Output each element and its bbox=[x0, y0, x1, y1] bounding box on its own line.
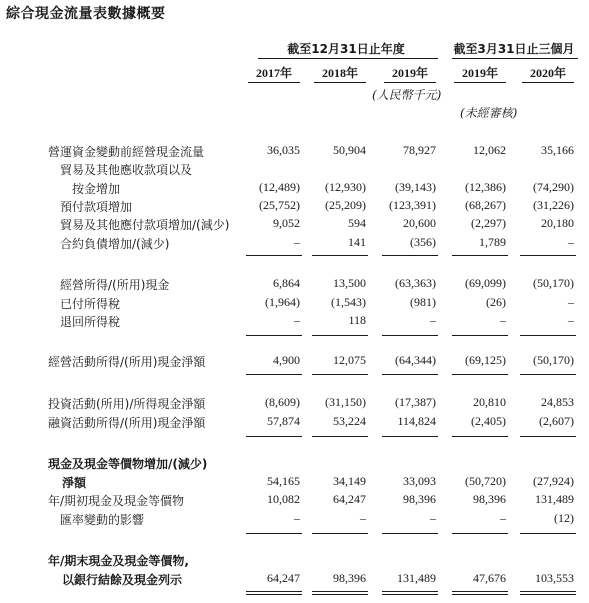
header-group-full-year: 截至12月31日止年度 bbox=[287, 42, 405, 56]
row-value: (63,363) bbox=[395, 276, 436, 290]
row-value: (17,387) bbox=[395, 395, 436, 409]
sum-rule bbox=[312, 533, 368, 534]
row-value: 131,489 bbox=[535, 492, 574, 506]
row-value: 50,904 bbox=[333, 143, 366, 157]
year-header-3: 2019年 bbox=[461, 66, 498, 80]
row-value: – bbox=[568, 295, 574, 309]
row-value: 98,396 bbox=[473, 492, 506, 506]
sum-rule bbox=[312, 436, 368, 437]
sum-rule bbox=[520, 255, 576, 256]
sum-rule bbox=[312, 374, 368, 375]
sum-rule bbox=[452, 374, 508, 375]
table-row bbox=[0, 180, 589, 196]
total-double-rule bbox=[452, 591, 508, 595]
sum-rule bbox=[382, 436, 438, 437]
row-value: – bbox=[360, 511, 366, 525]
table-row bbox=[0, 395, 589, 411]
row-value: 13,500 bbox=[333, 276, 366, 290]
row-value: (27,924) bbox=[533, 474, 574, 488]
unaudited-label: (未經審核) bbox=[460, 106, 518, 120]
year-header-0: 2017年 bbox=[255, 66, 292, 80]
row-value: 12,062 bbox=[473, 143, 506, 157]
table-row bbox=[0, 295, 589, 311]
row-value: (8,609) bbox=[265, 395, 300, 409]
row-label: 營運資金變動前經營現金流量 bbox=[48, 145, 205, 159]
row-value: 98,396 bbox=[333, 571, 366, 585]
table-row bbox=[0, 235, 589, 251]
sum-rule bbox=[520, 374, 576, 375]
row-value: (123,391) bbox=[389, 198, 436, 212]
sum-rule bbox=[246, 533, 302, 534]
row-value: (68,267) bbox=[465, 198, 506, 212]
row-label: 以銀行結餘及現金列示 bbox=[62, 573, 183, 587]
total-double-rule bbox=[520, 591, 576, 595]
row-value: 34,149 bbox=[333, 474, 366, 488]
row-label: 貿易及其他應付款項增加/(減少) bbox=[60, 218, 230, 232]
table-row bbox=[0, 216, 589, 232]
sum-rule bbox=[246, 335, 302, 336]
row-value: 103,553 bbox=[535, 571, 574, 585]
row-label: 現金及現金等價物增加/(減少) bbox=[48, 457, 208, 471]
row-label: 年/期末現金及現金等價物, bbox=[48, 554, 189, 568]
sum-rule bbox=[246, 255, 302, 256]
table-row bbox=[0, 414, 589, 430]
year-header-4: 2020年 bbox=[529, 66, 566, 80]
table-row bbox=[0, 492, 589, 508]
year-header-2: 2019年 bbox=[391, 66, 428, 80]
row-value: 57,874 bbox=[267, 414, 300, 428]
table-row bbox=[0, 198, 589, 214]
row-label: 預付款項增加 bbox=[60, 200, 133, 214]
row-value: 594 bbox=[348, 216, 366, 230]
row-value: (25,209) bbox=[325, 198, 366, 212]
sum-rule bbox=[520, 533, 576, 534]
row-value: 47,676 bbox=[473, 571, 506, 585]
unit-label: (人民幣千元) bbox=[372, 88, 442, 102]
row-label: 匯率變動的影響 bbox=[60, 513, 145, 527]
row-value: 20,810 bbox=[473, 395, 506, 409]
row-value: 4,900 bbox=[273, 353, 300, 367]
row-label: 經營所得/(所用)現金 bbox=[60, 278, 170, 292]
row-value: – bbox=[500, 313, 506, 327]
row-value: (12,930) bbox=[325, 180, 366, 194]
row-value: (25,752) bbox=[259, 198, 300, 212]
row-value: 64,247 bbox=[267, 571, 300, 585]
row-label: 投資活動(所用)/所得現金淨額 bbox=[48, 397, 206, 411]
sum-rule bbox=[452, 335, 508, 336]
row-value: (74,290) bbox=[533, 180, 574, 194]
row-value: – bbox=[430, 511, 436, 525]
table-row bbox=[0, 552, 589, 568]
row-value: (12,489) bbox=[259, 180, 300, 194]
row-value: (31,226) bbox=[533, 198, 574, 212]
table-row bbox=[0, 455, 589, 471]
table-row bbox=[0, 571, 589, 587]
header-group-full-year-rule bbox=[258, 58, 438, 59]
total-double-rule bbox=[246, 591, 302, 595]
sum-rule bbox=[382, 374, 438, 375]
year-header-rule-1 bbox=[314, 82, 366, 83]
sum-rule bbox=[452, 533, 508, 534]
row-value: 9,052 bbox=[273, 216, 300, 230]
row-value: (50,170) bbox=[533, 276, 574, 290]
row-value: 114,824 bbox=[397, 414, 436, 428]
row-value: – bbox=[430, 313, 436, 327]
row-value: (69,125) bbox=[465, 353, 506, 367]
sum-rule bbox=[246, 374, 302, 375]
row-label: 經營活動所得/(所用)現金淨額 bbox=[48, 355, 206, 369]
row-value: (31,150) bbox=[325, 395, 366, 409]
row-value: 10,082 bbox=[267, 492, 300, 506]
row-label: 退回所得稅 bbox=[60, 315, 121, 329]
row-label: 貿易及其他應收款項以及 bbox=[60, 163, 193, 177]
header-group-three-months: 截至3月31日止三個月 bbox=[453, 42, 575, 56]
row-value: 33,093 bbox=[403, 474, 436, 488]
sum-rule bbox=[520, 436, 576, 437]
row-value: (69,099) bbox=[465, 276, 506, 290]
row-value: 36,035 bbox=[267, 143, 300, 157]
row-value: (2,607) bbox=[539, 414, 574, 428]
row-value: (64,344) bbox=[395, 353, 436, 367]
row-value: 1,789 bbox=[479, 235, 506, 249]
row-value: 35,166 bbox=[541, 143, 574, 157]
row-value: 54,165 bbox=[267, 474, 300, 488]
row-value: 64,247 bbox=[333, 492, 366, 506]
row-value: – bbox=[294, 511, 300, 525]
row-value: 6,864 bbox=[273, 276, 300, 290]
row-label: 融資活動所得/(所用)現金淨額 bbox=[48, 416, 206, 430]
row-label: 已付所得稅 bbox=[60, 297, 121, 311]
row-value: 118 bbox=[348, 313, 366, 327]
row-value: (356) bbox=[410, 235, 436, 249]
row-value: (2,297) bbox=[471, 216, 506, 230]
sum-rule bbox=[520, 335, 576, 336]
header-group-three-months-rule bbox=[452, 58, 578, 59]
sum-rule bbox=[382, 255, 438, 256]
page-title: 綜合現金流量表數據概要 bbox=[6, 6, 166, 22]
table-row bbox=[0, 161, 589, 177]
row-value: 12,075 bbox=[333, 353, 366, 367]
row-value: – bbox=[500, 511, 506, 525]
table-row bbox=[0, 276, 589, 292]
row-value: 24,853 bbox=[541, 395, 574, 409]
row-value: 20,600 bbox=[403, 216, 436, 230]
row-label: 按金增加 bbox=[72, 182, 121, 196]
row-label: 淨額 bbox=[62, 476, 87, 490]
total-double-rule bbox=[382, 591, 438, 595]
table-row bbox=[0, 511, 589, 527]
total-double-rule bbox=[312, 591, 368, 595]
year-header-1: 2018年 bbox=[321, 66, 358, 80]
row-value: – bbox=[294, 313, 300, 327]
row-value: (50,720) bbox=[465, 474, 506, 488]
row-value: (50,170) bbox=[533, 353, 574, 367]
year-header-rule-4 bbox=[522, 82, 574, 83]
row-value: (12) bbox=[554, 511, 574, 525]
sum-rule bbox=[312, 255, 368, 256]
row-value: (1,543) bbox=[331, 295, 366, 309]
row-value: 20,180 bbox=[541, 216, 574, 230]
row-label: 合約負債增加/(減少) bbox=[60, 237, 170, 251]
row-value: 98,396 bbox=[403, 492, 436, 506]
row-value: – bbox=[568, 235, 574, 249]
sum-rule bbox=[312, 335, 368, 336]
table-row bbox=[0, 474, 589, 490]
year-header-rule-2 bbox=[384, 82, 436, 83]
row-value: (12,386) bbox=[465, 180, 506, 194]
table-row bbox=[0, 313, 589, 329]
sum-rule bbox=[382, 335, 438, 336]
row-value: – bbox=[294, 235, 300, 249]
sum-rule bbox=[452, 255, 508, 256]
sum-rule bbox=[246, 436, 302, 437]
row-value: (26) bbox=[486, 295, 506, 309]
year-header-rule-0 bbox=[248, 82, 300, 83]
sum-rule bbox=[382, 533, 438, 534]
row-value: 78,927 bbox=[403, 143, 436, 157]
row-label: 年/期初現金及現金等價物 bbox=[48, 494, 185, 508]
row-value: – bbox=[568, 313, 574, 327]
row-value: 53,224 bbox=[333, 414, 366, 428]
table-row bbox=[0, 353, 589, 369]
sum-rule bbox=[452, 436, 508, 437]
year-header-rule-3 bbox=[454, 82, 506, 83]
row-value: (981) bbox=[410, 295, 436, 309]
row-value: (39,143) bbox=[395, 180, 436, 194]
row-value: (2,405) bbox=[471, 414, 506, 428]
row-value: 131,489 bbox=[397, 571, 436, 585]
table-row bbox=[0, 143, 589, 159]
row-value: 141 bbox=[348, 235, 366, 249]
row-value: (1,964) bbox=[265, 295, 300, 309]
